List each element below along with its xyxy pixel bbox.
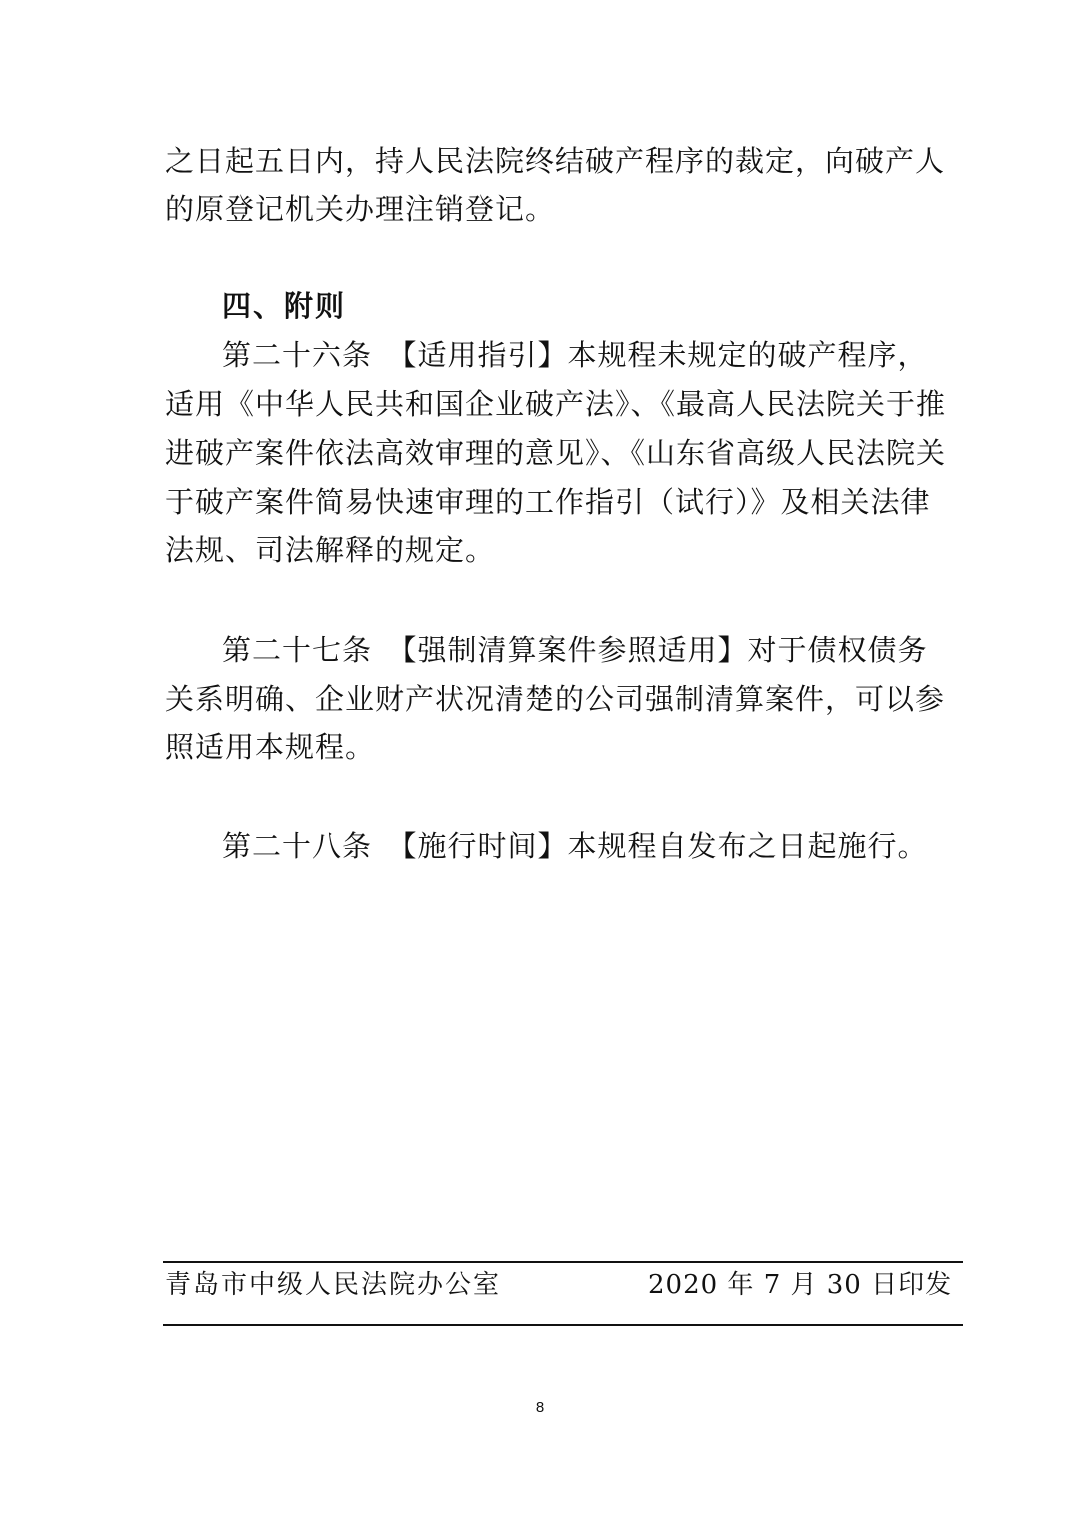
- footer-top-rule: [163, 1261, 963, 1263]
- article-28-line: 第二十八条 【施行时间】本规程自发布之日起施行。: [222, 829, 928, 863]
- article-26-line: 第二十六条 【适用指引】本规程未规定的破产程序，: [222, 338, 928, 372]
- section-heading: 四、附则: [222, 289, 347, 323]
- footer-issue-date: 2020 年 7 月 30 日印发: [648, 1270, 953, 1300]
- footer-issuer: 青岛市中级人民法院办公室: [165, 1270, 502, 1300]
- article-26-line: 适用《中华人民共和国企业破产法》、《最高人民法院关于推: [165, 387, 947, 421]
- page-number: 8: [535, 1399, 545, 1416]
- article-27-line: 第二十七条 【强制清算案件参照适用】对于债权债务: [222, 633, 928, 667]
- footer-bottom-rule: [163, 1324, 963, 1326]
- article-26-line: 于破产案件简易快速审理的工作指引（试行）》及相关法律: [165, 485, 931, 519]
- article-27-line: 关系明确、企业财产状况清楚的公司强制清算案件，可以参: [165, 682, 946, 716]
- article-26-line: 法规、司法解释的规定。: [165, 533, 496, 567]
- body-line: 的原登记机关办理注销登记。: [165, 192, 556, 226]
- article-27-line: 照适用本规程。: [165, 730, 376, 764]
- article-26-line: 进破产案件依法高效审理的意见》、《山东省高级人民法院关: [165, 436, 947, 470]
- body-line: 之日起五日内，持人民法院终结破产程序的裁定，向破产人: [165, 144, 946, 178]
